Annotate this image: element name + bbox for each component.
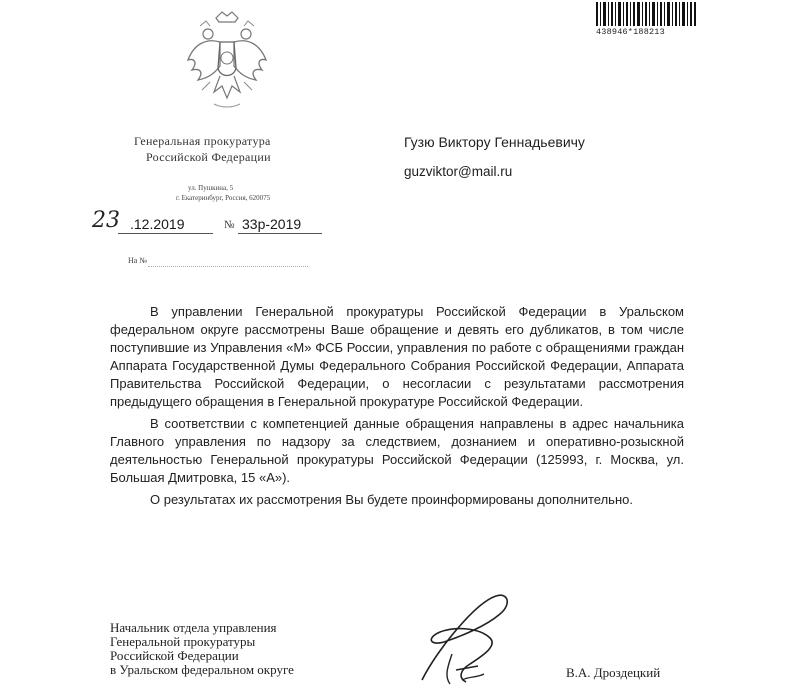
body-paragraph: В соответствии с компетенцией данные обращения направлены в адрес начальника Главного управления по надзору за следствием, дознанием и оперативно-розыскной деятельностью Генеральной прокуратуры Российской Федерации (125993, г. Москва, ул. Большая Дмитровка, 15 «А»).: [110, 416, 684, 485]
address-line: г. Екатеринбург, Россия, 620075: [176, 194, 271, 202]
recipient-name: Гузю Виктору Геннадьевичу: [404, 134, 585, 150]
org-line: Российской Федерации: [146, 150, 271, 164]
outgoing-number: 33р-2019: [242, 216, 302, 232]
reference-number: [128, 256, 308, 270]
number-underline: [238, 233, 322, 234]
date-underline: [118, 233, 213, 234]
position-line: в Уральском федеральном округе: [110, 662, 294, 677]
body-paragraph: О результатах их рассмотрения Вы будете проинформированы дополнительно.: [150, 492, 633, 507]
signer-name: В.А. Дроздецкий: [566, 665, 661, 680]
outgoing-date-number: [92, 208, 322, 238]
reference-line: [148, 266, 308, 267]
position-line: Российской Федерации: [110, 648, 239, 663]
barcode-icon: [596, 2, 696, 26]
address-line: ул. Пушкина, 5: [188, 184, 234, 192]
body-paragraph: В управлении Генеральной прокуратуры Российской Федерации в Уральском федеральном округе рассмотрены Ваше обращение и девять его дубликатов, в том числе поступившие из Управления «М» ФСБ России, управления по работе с обращениями граждан Аппарата Государственной Думы Федерального Собрания Российской Федерации, Аппарата Правительства Российской Федерации, о несогласии с результатами рассмотрения предыдущего обращения в Генеральной прокуратуре Российской Федерации.: [110, 304, 684, 409]
letter-body: [110, 303, 684, 513]
handwritten-day: 23: [92, 208, 120, 233]
recipient-email: guzviktor@mail.ru: [404, 164, 513, 179]
sender-address: [176, 183, 271, 203]
handwritten-signature-icon: [400, 584, 530, 689]
signer-position: [110, 621, 294, 677]
sender-organization: [134, 133, 271, 165]
org-line: Генеральная прокуратура: [134, 134, 271, 148]
reference-label: На №: [128, 256, 147, 265]
outgoing-date: .12.2019: [130, 216, 185, 232]
barcode: [596, 2, 696, 38]
double-headed-eagle-emblem-icon: [180, 8, 274, 118]
position-line: Генеральной прокуратуры: [110, 634, 256, 649]
position-line: Начальник отдела управления: [110, 620, 277, 635]
barcode-number: 438946*188213: [596, 27, 665, 37]
number-symbol: №: [224, 219, 235, 231]
